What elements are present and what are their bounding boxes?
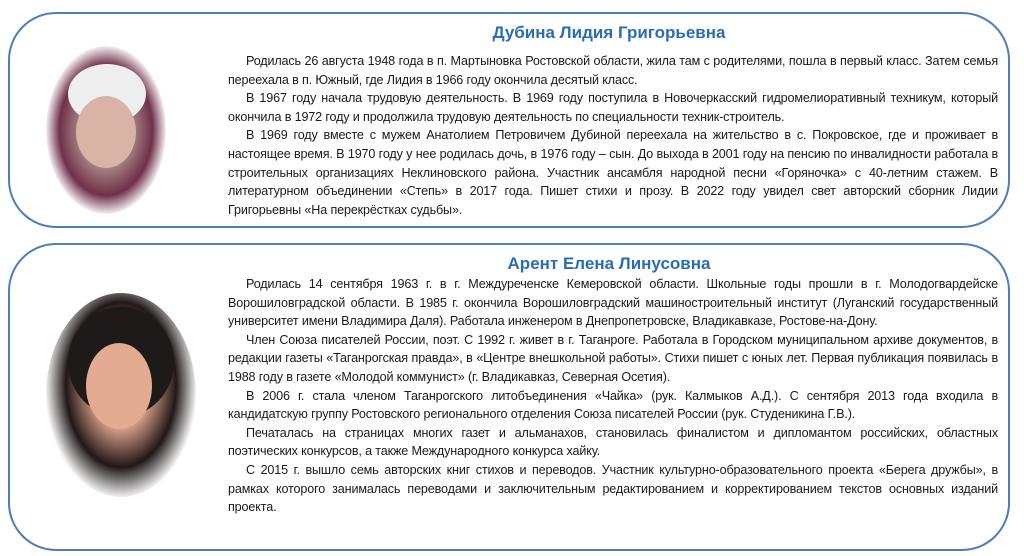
portrait-photo-dubina — [46, 46, 166, 214]
paragraph: В 1967 году начала трудовую деятельность. В 1969 году поступила в Новочеркасский гидромелиоративный техникум, который окончила в 1972 году и продолжила трудовую деятельность по специальности техник-строитель. — [228, 91, 998, 124]
biography-text — [228, 275, 998, 517]
biography-text — [228, 52, 998, 219]
face-shape — [76, 96, 136, 168]
paragraph: В 1969 году вместе с мужем Анатолием Петровичем Дубиной переехала на жительство в с. Покровское, где и проживает в настоящее время. В 1970 году у нее родилась дочь, в 1976 году – сын. До выхода в 2001 году на пенсию по инвалидности работала в строительных организациях Неклиновского района. Участник ансамбля народной песни «Горяночка» с 40-летним стажем. В литературном объединении «Степь» в 2017 года. Пишет стихи и прозу. В 2022 году увидел свет авторский сборник Лидии Григорьевны «На перекрёстках судьбы». — [228, 128, 998, 217]
paragraph: Родилась 14 сентября 1963 г. в г. Междуреченске Кемеровской области. Школьные годы прошли в г. Молодогвардейске Ворошиловградской области. В 1985 г. окончила Ворошиловградский машиностроительный институт (Луганский государственный университет имени Владимира Даля). Работала инженером в Днепропетровске, Владикавказе, Ростове-на-Дону. — [228, 277, 998, 329]
paragraph: В 2006 г. стала членом Таганрогского литобъединения «Чайка» (рук. Калмыков А.Д.). С сентября 2013 года входила в кандидатскую группу Ростовского регионального отделения Союза писателей России (рук. Студеникина Г.В.). — [228, 388, 998, 422]
paragraph: Член Союза писателей России, поэт. С 1992 г. живет в г. Таганроге. Работала в Городском муниципальном архиве документов, в редакции газеты «Таганрогская правда», в «Центре внешкольной работы». Стихи пишет с юных лет. Первая публикация появилась в 1988 году в газете «Молодой коммунист» (г. Владикавказ, Северная Осетия). — [228, 332, 998, 384]
person-name: Дубина Лидия Григорьевна — [492, 23, 726, 42]
person-name: Арент Елена Линусовна — [507, 254, 711, 273]
paragraph: Родилась 26 августа 1948 года в п. Мартыновка Ростовской области, жила там с родителями, пошла в первый класс. Затем семья переехала в п. Южный, где Лидия в 1966 году окончила десятый класс. — [228, 54, 998, 87]
face-shape — [86, 343, 152, 429]
biography-card-dubina — [8, 12, 1010, 228]
paragraph: Печаталась на страницах многих газет и альманахов, становилась финалистом и дипломантом российских, областных поэтических конкурсов, а также Международного конкурса хайку. — [228, 425, 998, 459]
biography-card-arent — [8, 243, 1010, 551]
paragraph: С 2015 г. вышло семь авторских книг стихов и переводов. Участник культурно-образовательного проекта «Берега дружбы», в рамках которого занималась переводами и заключительным редактированием и корректированием текстов основных изданий проекта. — [228, 462, 998, 515]
portrait-photo-arent — [46, 293, 196, 497]
